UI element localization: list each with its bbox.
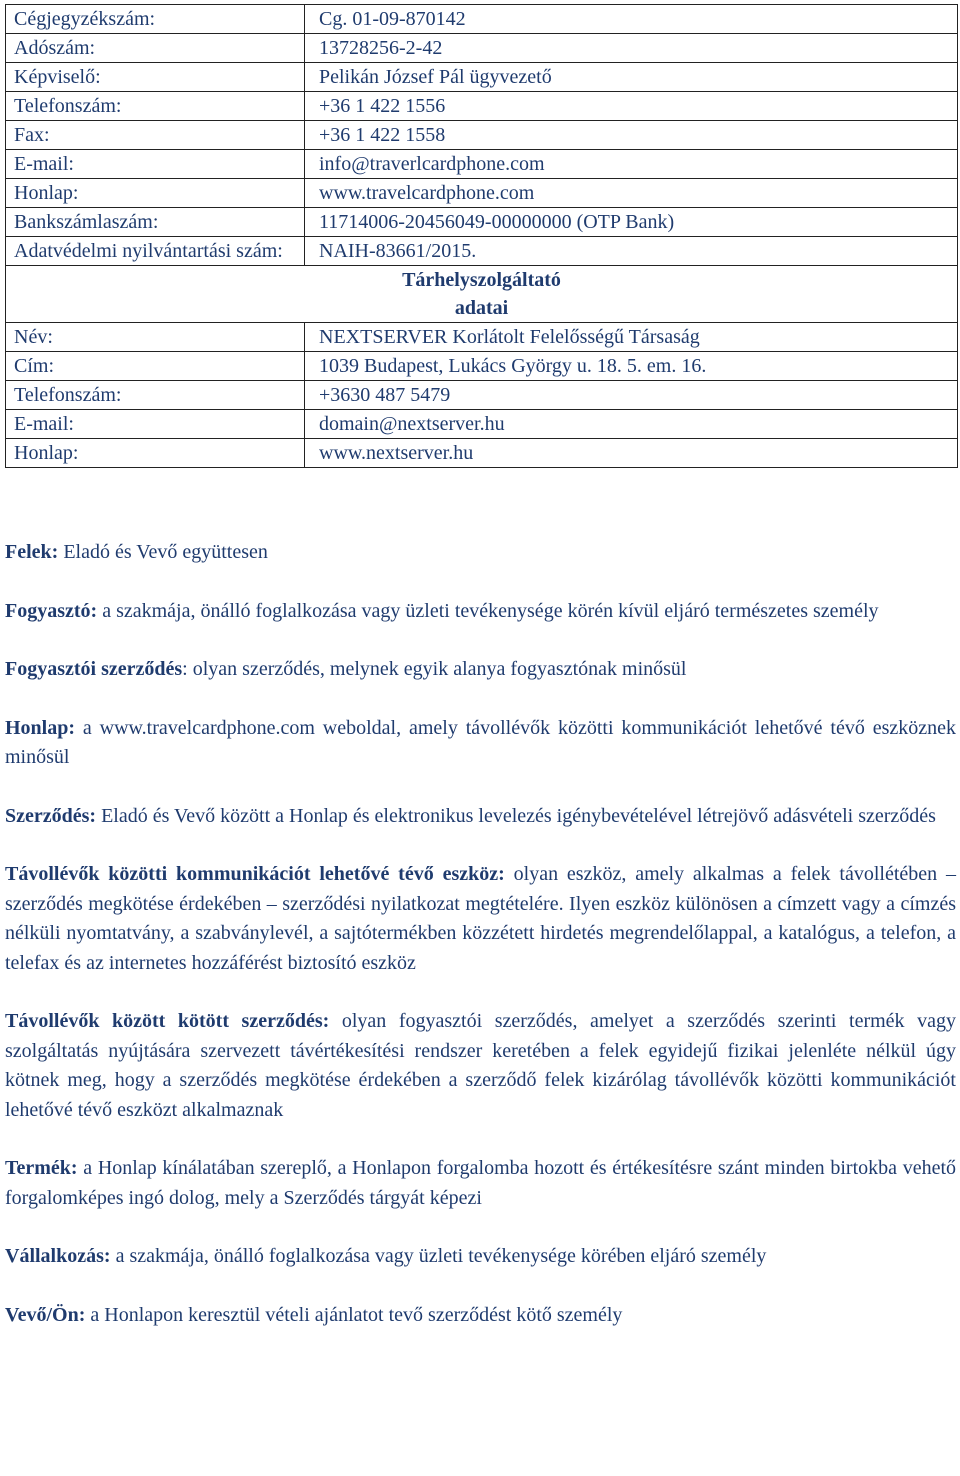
row-label: E-mail: <box>6 410 305 439</box>
row-value: +36 1 422 1556 <box>305 92 958 121</box>
hosting-header-line2: adatai <box>454 297 509 319</box>
definition-term: Vevő/Ön: <box>5 1303 86 1326</box>
table-row <box>6 237 958 266</box>
table-row <box>6 410 958 439</box>
row-label: Fax: <box>6 121 305 150</box>
row-value: NEXTSERVER Korlátolt Felelősségű Társaság <box>305 323 958 352</box>
row-value: 13728256-2-42 <box>305 34 958 63</box>
definition-term: Termék: <box>5 1157 78 1179</box>
row-label: Telefonszám: <box>6 381 305 410</box>
table-row <box>6 179 958 208</box>
definition-term: Szerződés: <box>5 804 97 827</box>
definition-text: a Honlap kínálatában szereplő, a Honlapon forgalomba hozott és értékesítésre szánt minden birtokba vehető forgalomképes ingó dolog, mely a Szerződés tárgyát képezi <box>5 1157 956 1209</box>
row-label: E-mail: <box>6 150 305 179</box>
definition-text: olyan fogyasztói szerződés, amelyet a szerződés szerinti termék vagy szolgáltatás nyújtására szervezett távértékesítési rendszer keretében a felek egyidejű fizikai jelenléte nélkül úgy kötnek meg, hogy a szerződés megkötése érdekében a szerződő felek kizárólag távollévők közötti kommunikációt lehetővé tévő eszközt alkalmaznak <box>5 1010 956 1121</box>
definition-paragraph <box>5 1007 956 1125</box>
table-row <box>6 63 958 92</box>
row-value: www.nextserver.hu <box>305 439 958 468</box>
definition-paragraph <box>5 1301 956 1331</box>
row-label: Telefonszám: <box>6 92 305 121</box>
row-value: www.travelcardphone.com <box>305 179 958 208</box>
row-label: Név: <box>6 323 305 352</box>
definition-term: Távollévők között kötött szerződés: <box>5 1010 330 1032</box>
definition-text: olyan eszköz, amely alkalmas a felek távollétében – szerződés megkötése érdekében – szerződési nyilatkozat megtételére. Ilyen eszköz különösen a címzett vagy a címzés nélküli nyomtatvány, a szabványlevél, a sajtótermékben közzétett hirdetés megrendelőlappal, a katalógus, a telefon, a telefax és az internetes hozzáférést biztosító eszköz <box>5 863 956 974</box>
row-value: 1039 Budapest, Lukács György u. 18. 5. em. 16. <box>305 352 958 381</box>
row-value: domain@nextserver.hu <box>305 410 958 439</box>
row-label: Bankszámlaszám: <box>6 208 305 237</box>
row-label: Adószám: <box>6 34 305 63</box>
row-label: Cégjegyzékszám: <box>6 5 305 34</box>
row-value: +3630 487 5479 <box>305 381 958 410</box>
definition-text: a szakmája, önálló foglalkozása vagy üzleti tevékenysége körében eljáró személy <box>110 1245 767 1267</box>
row-label: Honlap: <box>6 179 305 208</box>
row-value: NAIH-83661/2015. <box>305 237 958 266</box>
definition-term: Honlap: <box>5 716 76 739</box>
definition-paragraph <box>5 802 956 832</box>
hosting-header-row <box>6 266 958 323</box>
definition-paragraph <box>5 538 956 568</box>
row-label: Honlap: <box>6 439 305 468</box>
definition-paragraph <box>5 860 956 978</box>
definition-term: Fogyasztói szerződés <box>5 658 183 680</box>
company-info-table <box>5 4 958 468</box>
definition-paragraph <box>5 597 956 627</box>
table-row <box>6 92 958 121</box>
definitions-section <box>5 538 956 1330</box>
table-row <box>6 352 958 381</box>
definition-paragraph <box>5 1242 956 1272</box>
definition-paragraph <box>5 655 956 685</box>
row-label: Képviselő: <box>6 63 305 92</box>
table-row <box>6 208 958 237</box>
definition-term: Felek: <box>5 541 59 563</box>
table-row <box>6 439 958 468</box>
definition-term: Fogyasztó: <box>5 599 98 622</box>
definition-paragraph <box>5 1154 956 1213</box>
table-row <box>6 34 958 63</box>
row-value: Pelikán József Pál ügyvezető <box>305 63 958 92</box>
definition-text: a Honlapon keresztül vételi ajánlatot tevő szerződést kötő személy <box>85 1303 623 1326</box>
definition-paragraph <box>5 714 956 773</box>
hosting-header <box>6 266 958 323</box>
table-row <box>6 323 958 352</box>
row-value: info@traverlcardphone.com <box>305 150 958 179</box>
row-label: Cím: <box>6 352 305 381</box>
definition-text: a szakmája, önálló foglalkozása vagy üzleti tevékenysége körén kívül eljáró természetes személy <box>97 599 879 622</box>
table-row <box>6 121 958 150</box>
hosting-header-line1: Tárhelyszolgáltató <box>402 269 561 291</box>
definition-term: Távollévők közötti kommunikációt lehetővé tévő eszköz: <box>5 863 505 885</box>
row-value: Cg. 01-09-870142 <box>305 5 958 34</box>
definition-term: Vállalkozás: <box>5 1245 111 1267</box>
table-row <box>6 150 958 179</box>
definition-text: : olyan szerződés, melynek egyik alanya fogyasztónak minősül <box>182 658 687 680</box>
table-row <box>6 5 958 34</box>
row-label: Adatvédelmi nyilvántartási szám: <box>6 237 305 266</box>
table-row <box>6 381 958 410</box>
definition-text: Eladó és Vevő együttesen <box>58 541 268 563</box>
row-value: +36 1 422 1558 <box>305 121 958 150</box>
definition-text: Eladó és Vevő között a Honlap és elektronikus levelezés igénybevételével létrejövő adásvételi szerződés <box>96 804 936 827</box>
row-value: 11714006-20456049-00000000 (OTP Bank) <box>305 208 958 237</box>
definition-text: a www.travelcardphone.com weboldal, amely távollévők közötti kommunikációt lehetővé tévő eszköznek minősül <box>5 716 956 768</box>
